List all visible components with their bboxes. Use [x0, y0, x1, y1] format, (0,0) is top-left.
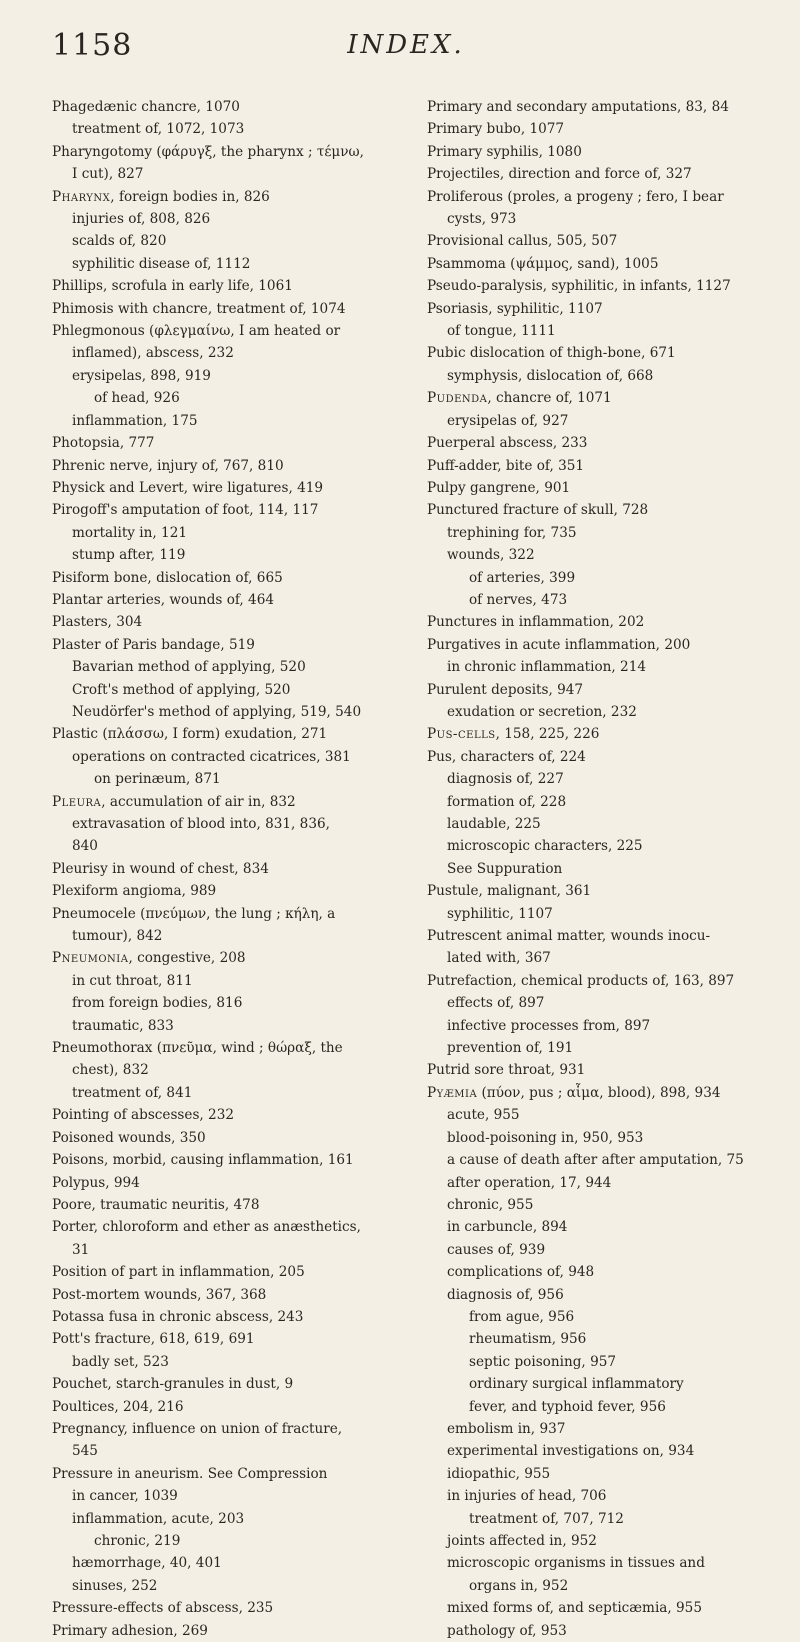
- index-entry: Pressure in aneurism. See Compression: [52, 1465, 328, 1482]
- index-entry: Purgatives in acute inflammation, 200: [427, 636, 691, 653]
- index-entry: ordinary surgical inflammatory: [469, 1376, 684, 1393]
- index-entry: See Suppuration: [447, 860, 563, 877]
- index-entry: Primary adhesion, 269: [52, 1622, 208, 1639]
- index-entry: Pott's fracture, 618, 619, 691: [52, 1331, 255, 1348]
- index-entry: Putrescent animal matter, wounds inocu-: [427, 928, 711, 945]
- index-column-left: [52, 96, 412, 1642]
- index-entry: treatment of, 841: [72, 1084, 193, 1101]
- index-entry: a cause of death after after amputation, 75: [447, 1152, 744, 1169]
- index-entry: chronic, 219: [94, 1533, 181, 1549]
- index-entry: chronic, 955: [447, 1196, 534, 1213]
- index-entry: Porter, chloroform and ether as anæsthetics,: [52, 1219, 361, 1236]
- index-entry: Poisons, morbid, causing inflammation, 161: [52, 1152, 354, 1169]
- index-entry: Psammoma (ψάμμος, sand), 1005: [427, 255, 659, 272]
- index-entry: Pudenda, chancre of, 1071: [427, 390, 612, 407]
- index-entry: microscopic characters, 225: [447, 838, 643, 855]
- index-entry: of nerves, 473: [469, 591, 568, 608]
- index-entry: Polypus, 994: [52, 1174, 140, 1191]
- index-entry: Puff-adder, bite of, 351: [427, 457, 585, 474]
- index-entry: Primary bubo, 1077: [427, 121, 565, 138]
- page-header: [52, 28, 760, 68]
- index-entry: microscopic organisms in tissues and: [447, 1555, 705, 1572]
- index-entry: Poultices, 204, 216: [52, 1398, 184, 1415]
- index-entry: Physick and Levert, wire ligatures, 419: [52, 479, 324, 496]
- index-entry: of arteries, 399: [469, 569, 576, 586]
- index-entry: Punctures in inflammation, 202: [427, 614, 645, 631]
- index-entry: Pleura, accumulation of air in, 832: [52, 793, 296, 810]
- index-entry: Pleurisy in wound of chest, 834: [52, 860, 269, 877]
- index-entry: Pneumonia, congestive, 208: [52, 950, 246, 967]
- index-entry: Pneumocele (πνεύμων, the lung ; κήλη, a: [52, 905, 336, 922]
- index-entry: tumour), 842: [72, 928, 163, 945]
- index-entry: treatment of, 707, 712: [469, 1510, 624, 1527]
- index-entry: laudable, 225: [447, 816, 541, 832]
- index-entry: Plastic (πλάσσω, I form) exudation, 271: [52, 726, 328, 743]
- index-entry: diagnosis of, 227: [447, 771, 564, 788]
- index-entry: Position of part in inflammation, 205: [52, 1264, 305, 1281]
- index-entry: mortality in, 121: [72, 524, 187, 541]
- index-entry: Pharyngotomy (φάρυγξ, the pharynx ; τέμνω,: [52, 143, 364, 160]
- index-entry: trephining for, 735: [447, 524, 577, 541]
- index-entry: Pseudo-paralysis, syphilitic, in infants, 1127: [427, 278, 731, 295]
- index-entry: of tongue, 1111: [447, 323, 556, 340]
- index-entry: injuries of, 808, 826: [72, 211, 211, 228]
- index-entry: fever, and typhoid fever, 956: [469, 1398, 666, 1415]
- index-entry: diagnosis of, 956: [447, 1286, 564, 1303]
- index-entry: inflamed), abscess, 232: [72, 345, 234, 362]
- index-entry: idiopathic, 955: [447, 1465, 551, 1482]
- index-entry: 31: [72, 1241, 90, 1258]
- index-entry: erysipelas of, 927: [447, 412, 569, 429]
- index-entry: in cancer, 1039: [72, 1488, 178, 1505]
- index-entry: causes of, 939: [447, 1241, 546, 1258]
- index-entry: Potassa fusa in chronic abscess, 243: [52, 1308, 304, 1325]
- index-entry: lated with, 367: [447, 950, 551, 967]
- index-entry: Poore, traumatic neuritis, 478: [52, 1196, 260, 1213]
- index-entry: syphilitic, 1107: [447, 905, 553, 922]
- index-entry: after operation, 17, 944: [447, 1174, 612, 1191]
- index-entry: on perinæum, 871: [94, 771, 221, 788]
- index-entry: Phrenic nerve, injury of, 767, 810: [52, 457, 284, 474]
- index-entry: symphysis, dislocation of, 668: [447, 367, 654, 384]
- index-entry: Plexiform angioma, 989: [52, 883, 217, 900]
- index-entry: Pouchet, starch-granules in dust, 9: [52, 1376, 294, 1393]
- index-entry: Pus, characters of, 224: [427, 748, 586, 765]
- index-entry: sinuses, 252: [72, 1577, 158, 1594]
- index-entry: scalds of, 820: [72, 233, 167, 250]
- index-entry: blood-poisoning in, 950, 953: [447, 1129, 644, 1146]
- index-entry: septic poisoning, 957: [469, 1353, 617, 1370]
- index-entry: acute, 955: [447, 1107, 520, 1124]
- index-entry: in injuries of head, 706: [447, 1488, 607, 1505]
- index-entry: infective processes from, 897: [447, 1017, 651, 1034]
- index-entry: effects of, 897: [447, 995, 545, 1012]
- index-entry: rheumatism, 956: [469, 1331, 587, 1348]
- index-entry: from foreign bodies, 816: [72, 995, 243, 1012]
- index-entry: Post-mortem wounds, 367, 368: [52, 1286, 267, 1303]
- index-entry: mixed forms of, and septicæmia, 955: [447, 1600, 702, 1617]
- index-entry: inflammation, 175: [72, 412, 198, 429]
- index-entry: Puerperal abscess, 233: [427, 435, 588, 452]
- index-entry: prevention of, 191: [447, 1040, 574, 1057]
- index-entry: organs in, 952: [469, 1577, 569, 1594]
- index-entry: inflammation, acute, 203: [72, 1510, 245, 1527]
- index-entry: Pointing of abscesses, 232: [52, 1107, 235, 1124]
- index-entry: Purulent deposits, 947: [427, 681, 584, 698]
- index-entry: Phlegmonous (φλεγμαίνω, I am heated or: [52, 323, 341, 340]
- index-entry: traumatic, 833: [72, 1017, 174, 1034]
- index-entry: Phagedænic chancre, 1070: [52, 99, 240, 115]
- index-entry: Proliferous (proles, a progeny ; fero, I bear: [427, 188, 724, 205]
- index-entry: Pus-cells, 158, 225, 226: [427, 726, 600, 743]
- index-entry: Primary and secondary amputations, 83, 84: [427, 99, 729, 115]
- index-entry: Pharynx, foreign bodies in, 826: [52, 188, 270, 205]
- index-entry: operations on contracted cicatrices, 381: [72, 748, 351, 765]
- index-entry: pathology of, 953: [447, 1622, 567, 1639]
- index-entry: Plaster of Paris bandage, 519: [52, 636, 255, 653]
- index-entry: experimental investigations on, 934: [447, 1443, 695, 1460]
- index-entry: hæmorrhage, 40, 401: [72, 1555, 222, 1572]
- index-entry: Phimosis with chancre, treatment of, 1074: [52, 300, 346, 317]
- index-entry: Pregnancy, influence on union of fracture,: [52, 1420, 343, 1437]
- index-entry: cysts, 973: [447, 211, 517, 228]
- index-entry: Plantar arteries, wounds of, 464: [52, 591, 275, 608]
- index-entry: Pustule, malignant, 361: [427, 883, 592, 900]
- index-entry: in cut throat, 811: [72, 972, 193, 989]
- index-entry: joints affected in, 952: [447, 1533, 597, 1549]
- index-entry: Putrid sore throat, 931: [427, 1062, 586, 1079]
- index-entry: exudation or secretion, 232: [447, 703, 637, 720]
- index-entry: Pyæmia (πύον, pus ; αἷμα, blood), 898, 934: [427, 1084, 721, 1101]
- index-entry: 545: [72, 1443, 98, 1460]
- index-entry: from ague, 956: [469, 1308, 575, 1325]
- running-title: INDEX.: [347, 30, 465, 60]
- index-entry: Neudörfer's method of applying, 519, 540: [72, 703, 362, 720]
- index-entry: Plasters, 304: [52, 614, 143, 631]
- index-entry: Photopsia, 777: [52, 435, 155, 452]
- index-entry: badly set, 523: [72, 1353, 169, 1370]
- index-entry: embolism in, 937: [447, 1420, 566, 1437]
- index-entry: Punctured fracture of skull, 728: [427, 502, 649, 519]
- index-entry: extravasation of blood into, 831, 836,: [72, 816, 330, 832]
- page-number: 1158: [52, 28, 133, 63]
- index-entry: Pneumothorax (πνεῦμα, wind ; θώραξ, the: [52, 1040, 343, 1057]
- index-entry: formation of, 228: [447, 793, 567, 810]
- index-entry: stump after, 119: [72, 547, 186, 564]
- index-entry: in chronic inflammation, 214: [447, 659, 647, 676]
- index-entry: Putrefaction, chemical products of, 163, 897: [427, 972, 735, 989]
- index-entry: 840: [72, 838, 98, 855]
- index-entry: Pirogoff's amputation of foot, 114, 117: [52, 502, 319, 519]
- index-entry: chest), 832: [72, 1062, 149, 1079]
- index-entry: wounds, 322: [447, 547, 535, 564]
- index-entry: Phillips, scrofula in early life, 1061: [52, 278, 293, 295]
- index-entry: complications of, 948: [447, 1264, 595, 1281]
- index-entry: Pressure-effects of abscess, 235: [52, 1600, 274, 1617]
- index-entry: of head, 926: [94, 390, 180, 407]
- index-entry: Pulpy gangrene, 901: [427, 479, 571, 496]
- index-entry: Psoriasis, syphilitic, 1107: [427, 300, 603, 317]
- index-entry: Projectiles, direction and force of, 327: [427, 166, 692, 183]
- index-entry: erysipelas, 898, 919: [72, 367, 211, 384]
- index-column-right: [427, 96, 787, 1642]
- index-entry: Pisiform bone, dislocation of, 665: [52, 569, 283, 586]
- index-entry: Provisional callus, 505, 507: [427, 233, 618, 250]
- index-entry: Pubic dislocation of thigh-bone, 671: [427, 345, 676, 362]
- index-entry: Poisoned wounds, 350: [52, 1129, 206, 1146]
- index-entry: Croft's method of applying, 520: [72, 681, 291, 698]
- index-entry: syphilitic disease of, 1112: [72, 255, 251, 272]
- index-entry: treatment of, 1072, 1073: [72, 121, 245, 138]
- index-entry: I cut), 827: [72, 166, 144, 183]
- index-entry: in carbuncle, 894: [447, 1219, 568, 1236]
- index-entry: Primary syphilis, 1080: [427, 143, 582, 160]
- index-entry: Bavarian method of applying, 520: [72, 659, 306, 676]
